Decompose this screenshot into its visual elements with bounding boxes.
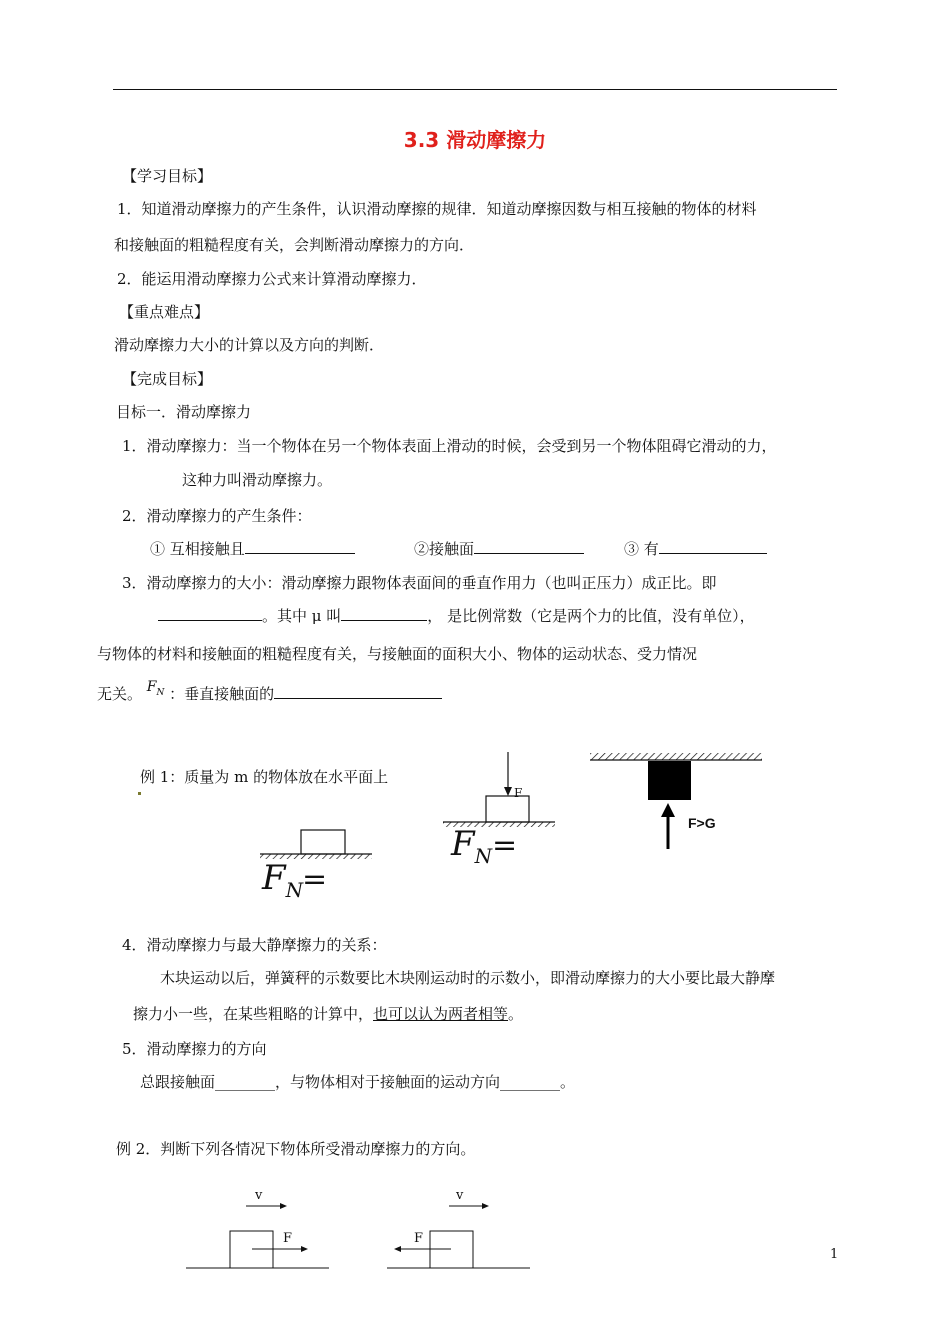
example-2: 例 2．判断下列各情况下物体所受滑动摩擦力的方向。 (116, 1140, 476, 1158)
item-4-line-2: 擦力小一些，在某些粗略的计算中，也可以认为两者相等。 (133, 1005, 524, 1023)
page-number: 1 (830, 1247, 839, 1262)
example-1: 例 1：质量为 m 的物体放在水平面上 (140, 768, 389, 786)
case-b-force-label: F (414, 1231, 424, 1246)
item-3-line-1: 3．滑动摩擦力的大小：滑动摩擦力跟物体表面间的垂直作用力（也叫正压力）成正比。即 (122, 574, 717, 592)
item-1-line-2: 这种力叫滑动摩擦力。 (182, 471, 333, 489)
fn-symbol: $F_N$ (146, 679, 165, 698)
case-a-force-head (301, 1246, 308, 1252)
item-3-line-4: 无关。 $F_N$ ：垂直接触面的 (97, 683, 442, 706)
item-4-line-1: 木块运动以后，弹簧秤的示数要比木块刚运动时的示数小，即滑动摩擦力的大小要比最大静摩 (160, 969, 776, 987)
figure-2-force-label: F (514, 786, 523, 800)
case-b-velocity-head (482, 1203, 489, 1209)
case-a-velocity-head (280, 1203, 287, 1209)
item-4: 4．滑动摩擦力与最大静摩擦力的关系： (122, 936, 387, 954)
case-a-force-label: F (283, 1231, 293, 1246)
key-heading: 【重点难点】 (119, 303, 210, 321)
page-title: 3.3 滑动摩擦力 (403, 128, 547, 152)
condition-1: ① 互相接触且 (150, 538, 355, 559)
figure-2-equals: = (492, 828, 518, 863)
item-3-line-2: 。其中 μ 叫 ， 是比例常数（它是两个力的比值，没有单位）， (158, 605, 755, 626)
goal-2: 2．能运用滑动摩擦力公式来计算滑动摩擦力． (117, 270, 427, 288)
target-1: 目标一．滑动摩擦力 (116, 403, 252, 421)
goal-1-line-2: 和接触面的粗糙程度有关，会判断滑动摩擦力的方向． (114, 236, 475, 254)
figure-1-fn: $F_N$ (262, 858, 304, 902)
condition-3: ③ 有 (624, 538, 767, 559)
item-5-line: 总跟接触面________，与物体相对于接触面的运动方向________。 (140, 1073, 576, 1091)
item-5: 5．滑动摩擦力的方向 (122, 1040, 267, 1058)
case-b-velocity-label: v (456, 1188, 464, 1203)
figure-2-fn: $F_N$ (451, 824, 493, 868)
figure-3-label: F>G (688, 815, 716, 831)
item-1-line-1: 1．滑动摩擦力：当一个物体在另一个物体表面上滑动的时候，会受到另一个物体阻碍它滑动的力， (122, 437, 777, 455)
case-a-velocity-label: v (255, 1188, 263, 1203)
goals-heading: 【学习目标】 (122, 167, 213, 185)
goal-1-line-1: 1．知道滑动摩擦力的产生条件，认识滑动摩擦的规律．知道动摩擦因数与相互接触的物体的材料 (117, 200, 757, 218)
complete-heading: 【完成目标】 (122, 370, 213, 388)
case-b-force-head (394, 1246, 401, 1252)
condition-2: ②接触面 (414, 538, 584, 559)
item-3-line-3: 与物体的材料和接触面的粗糙程度有关，与接触面的面积大小、物体的运动状态、受力情况 (97, 645, 698, 663)
figure-1-equals: = (302, 862, 328, 897)
item-2: 2．滑动摩擦力的产生条件： (122, 507, 312, 525)
key-text: 滑动摩擦力大小的计算以及方向的判断． (114, 336, 385, 354)
